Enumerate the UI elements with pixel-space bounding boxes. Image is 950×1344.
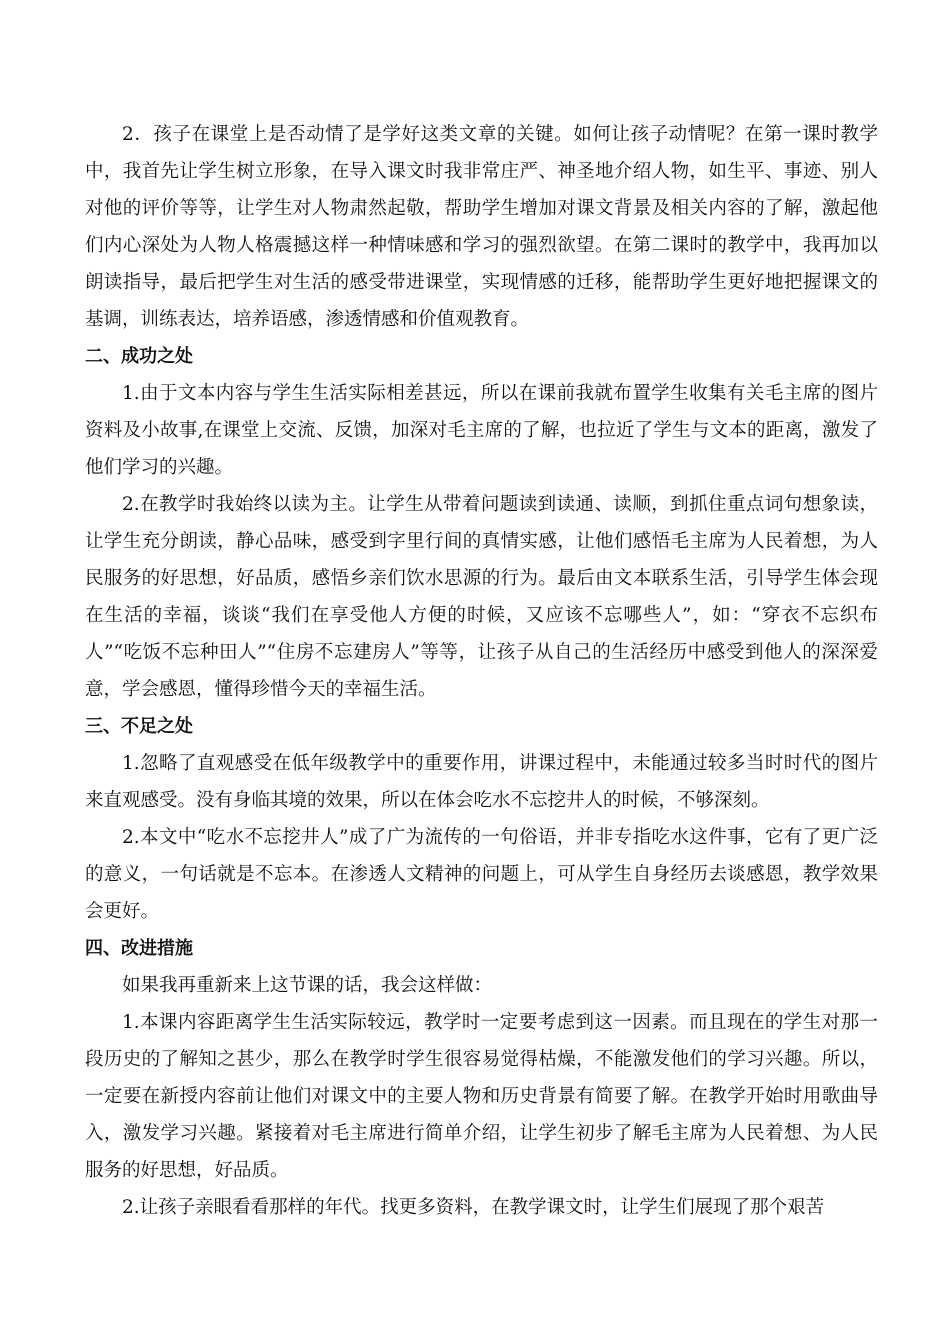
heading-improvements: 四、改进措施	[85, 938, 193, 959]
paragraph-shortcoming-1: 1.忽略了直观感受在低年级教学中的重要作用，讲课过程中，未能通过较多当时时代的图片来直观感受。没有身临其境的效果，所以在体会吃水不忘挖井人的时候，不够深刻。	[85, 753, 878, 811]
paragraph-success-1: 1.由于文本内容与学生生活实际相差甚远，所以在课前我就布置学生收集有关毛主席的图片资料及小故事,在课堂上交流、反馈，加深对毛主席的了解，也拉近了学生与文本的距离，激发了他们学习的兴趣。	[85, 383, 878, 478]
paragraph-improvement-1: 1.本课内容距离学生生活实际较远，教学时一定要考虑到这一因素。而且现在的学生对那一段历史的了解知之甚少，那么在教学时学生很容易觉得枯燥，不能激发他们的学习兴趣。所以，一定要在新授内容前让他们对课文中的主要人物和历史背景有简要了解。在教学开始时用歌曲导入，激发学习兴趣。紧接着对毛主席进行简单介绍，让学生初步了解毛主席为人民着想、为人民服务的好思想，好品质。	[85, 1012, 878, 1181]
heading-shortcomings: 三、不足之处	[85, 716, 193, 737]
paragraph-improvement-2: 2.让孩子亲眼看看那样的年代。找更多资料，在教学课文时，让学生们展现了那个艰苦	[122, 1197, 825, 1218]
paragraph-success-2: 2.在教学时我始终以读为主。让学生从带着问题读到读通、读顺，到抓住重点词句想象读，让学生充分朗读，静心品味，感受到字里行间的真情实感，让他们感悟毛主席为人民着想，为人民服务的好思想，好品质，感悟乡亲们饮水思源的行为。最后由文本联系生活，引导学生体会现在生活的幸福，谈谈“我们在享受他人方便的时候，又应该不忘哪些人”，如：“穿衣不忘织布人”“吃饭不忘种田人”“住房不忘建房人”等等，让孩子从自己的生活经历中感受到他人的深深爱意，学会感恩，懂得珍惜今天的幸福生活。	[85, 494, 878, 700]
paragraph-shortcoming-2: 2.本文中“吃水不忘挖井人”成了广为流传的一句俗语，并非专指吃水这件事，它有了更广泛的意义，一句话就是不忘本。在渗透人文精神的问题上，可从学生自身经历去谈感恩，教学效果会更好。	[85, 827, 878, 922]
heading-success: 二、成功之处	[85, 346, 193, 367]
paragraph-improvement-intro: 如果我再重新来上这节课的话，我会这样做：	[122, 975, 493, 996]
paragraph-emotion: 2．孩子在课堂上是否动情了是学好这类文章的关键。如何让孩子动情呢？在第一课时教学中，我首先让学生树立形象，在导入课文时我非常庄严、神圣地介绍人物，如生平、事迹、别人对他的评价等等，让学生对人物肃然起敬，帮助学生增加对课文背景及相关内容的了解，激起他们内心深处为人物人格震撼这样一种情味感和学习的强烈欲望。在第二课时的教学中，我再加以朗读指导，最后把学生对生活的感受带进课堂，实现情感的迁移，能帮助学生更好地把握课文的基调，训练表达，培养语感，渗透情感和价值观教育。	[85, 124, 878, 330]
